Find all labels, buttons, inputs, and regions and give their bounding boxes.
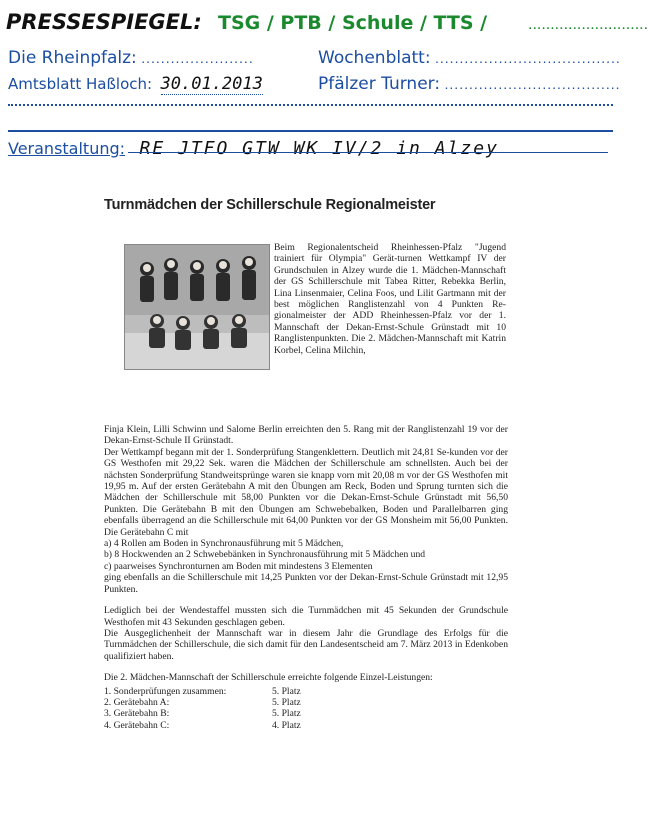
article-body [104, 424, 508, 731]
org-list: TSG / PTB / Schule / TTS / [218, 12, 488, 34]
team-photo [124, 244, 270, 370]
article-intro: Beim Regionalentscheid Rheinhessen-Pfalz "Jugend trainiert für Olympia" Gerät-turnen Wettkampf IV der Grundschulen in Alzey wurde die 1. Mädchen-Mannschaft der GS Schillerschule mit Tabea Ritter, Rebekka Berlin, Lina Linsenmaier, Celina Foos, und Lilit Gartmann mit der best möglichen Ranglistenzahl von 4 Punkten Re-gionalmeister der ADD Rheinhessen-Pfalz vor der 1. Mannschaft der Dekan-Ernst-Schule Grünstadt mit 10 Ranglistenpunkten. Die 2. Mädchen-Mannschaft mit Katrin Korbel, Celina Milchin, [274, 242, 506, 356]
rank-label: 3. Gerätebahn B: [104, 708, 170, 720]
amtsblatt-row [8, 74, 263, 94]
solid-rule [8, 130, 613, 132]
paragraph-wendestaffel: Lediglich bei der Wendestaffel mussten sich die Turnmädchen mit 45 Sekunden der Grundschule Westhofen mit 43 Sekunden geschlagen geben. [104, 605, 508, 628]
rank-row [104, 720, 508, 731]
newspaper-article [98, 197, 514, 731]
paragraph-competition: Der Wettkampf begann mit der 1. Sonderprüfung Stangenklettern. Deutlich mit 24,81 Se-kunden vor der GS Westhofen mit 29,22 Sek. waren die Mädchen der Schillerschule am schnellsten. Auch bei der nächsten Sonderprüfung Standweitsprünge waren sie knapp vorn mit 20,08 m vor der GS Westhofen mit 19,95 m. Auf der ersten Gerätebahn A mit den Übungen am Reck, Boden und Sprung turnten sich die Mädchen der Schillerschule mit 58,00 Punkten vor die Dekan-Ernst-Schule Grünstadt mit 56,50 Punkten. Die Gerätebahn B mit den Übungen am Schwebebalken, Boden und Parallelbarren ging ebenfalls überragend an die Schillerschule mit 64,00 Punkten vor der GS Monsheim mit 56,00 Punkten. Die Gerätebahn C mit [104, 446, 508, 538]
rheinpfalz-row [8, 48, 254, 68]
rank-list [104, 686, 508, 732]
paragraph-qualification: Die Ausgeglichenheit der Mannschaft war in diesem Jahr die Grundlage des Erfolgs für die Turnmädchen der Schillerschule, die sich damit für den Landesentscheid am 7. März 2013 in Edenkoben qualifiziert haben. [104, 627, 508, 662]
list-item-a: a) 4 Rollen am Boden in Synchronausführung mit 5 Mädchen, [104, 538, 344, 550]
wochenblatt-row [318, 48, 621, 68]
amtsblatt-label: Amtsblatt Haßloch: [8, 75, 153, 93]
paragraph-continuation: Finja Klein, Lilli Schwinn und Salome Berlin erreichten den 5. Rang mit der Ranglistenzahl 19 vor der Dekan-Ernst-Schule II Grünstadt. [104, 424, 508, 447]
rank-row [104, 697, 508, 708]
paragraph-result-c: ging ebenfalls an die Schillerschule mit 14,25 Punkten vor der Dekan-Ernst-Schule Grünstadt mit 12,95 Punkten. [104, 572, 508, 595]
turner-label: Pfälzer Turner: [318, 74, 441, 94]
team-photo-image [125, 245, 269, 369]
pressespiegel-title: PRESSESPIEGEL: [6, 10, 202, 34]
rheinpfalz-dots: ....................... [141, 50, 254, 66]
turner-row [318, 74, 621, 94]
wochenblatt-dots: ...................................... [435, 50, 621, 66]
rank-label: 2. Gerätebahn A: [104, 696, 170, 708]
list-item-b: b) 8 Hockwenden an 2 Schwebebänken in Synchronausführung mit 5 Mädchen und [104, 549, 426, 561]
rank-row [104, 708, 508, 719]
rank-label: 1. Sonderprüfungen zusammen: [104, 685, 227, 697]
rank-label: 4. Gerätebahn C: [104, 719, 170, 731]
rank-place: 5. Platz [272, 685, 301, 697]
veranstaltung-value: RE JTFO GTW WK IV/2 in Alzey [139, 138, 499, 159]
turner-dots: .................................... [444, 76, 621, 92]
rank-place: 5. Platz [272, 708, 301, 720]
rheinpfalz-label: Die Rheinpfalz: [8, 48, 137, 68]
amtsblatt-date: 30.01.2013 [160, 74, 263, 94]
list-item-c: c) paarweises Synchronturnen am Boden mit mindestens 3 Elementen [104, 560, 373, 572]
org-dots: ........................... [528, 16, 648, 33]
paragraph-second-team: Die 2. Mädchen-Mannschaft der Schillerschule erreichte folgende Einzel-Leistungen: [104, 672, 433, 684]
veranstaltung-underline [128, 152, 608, 153]
rank-place: 5. Platz [272, 696, 301, 708]
dotted-rule [8, 104, 613, 106]
veranstaltung-label: Veranstaltung: [8, 139, 126, 158]
rank-place: 4. Platz [272, 719, 301, 731]
veranstaltung-row [8, 138, 499, 159]
article-title: Turnmädchen der Schillerschule Regionalmeister [104, 197, 436, 213]
rank-row [104, 686, 508, 697]
wochenblatt-label: Wochenblatt: [318, 48, 431, 68]
